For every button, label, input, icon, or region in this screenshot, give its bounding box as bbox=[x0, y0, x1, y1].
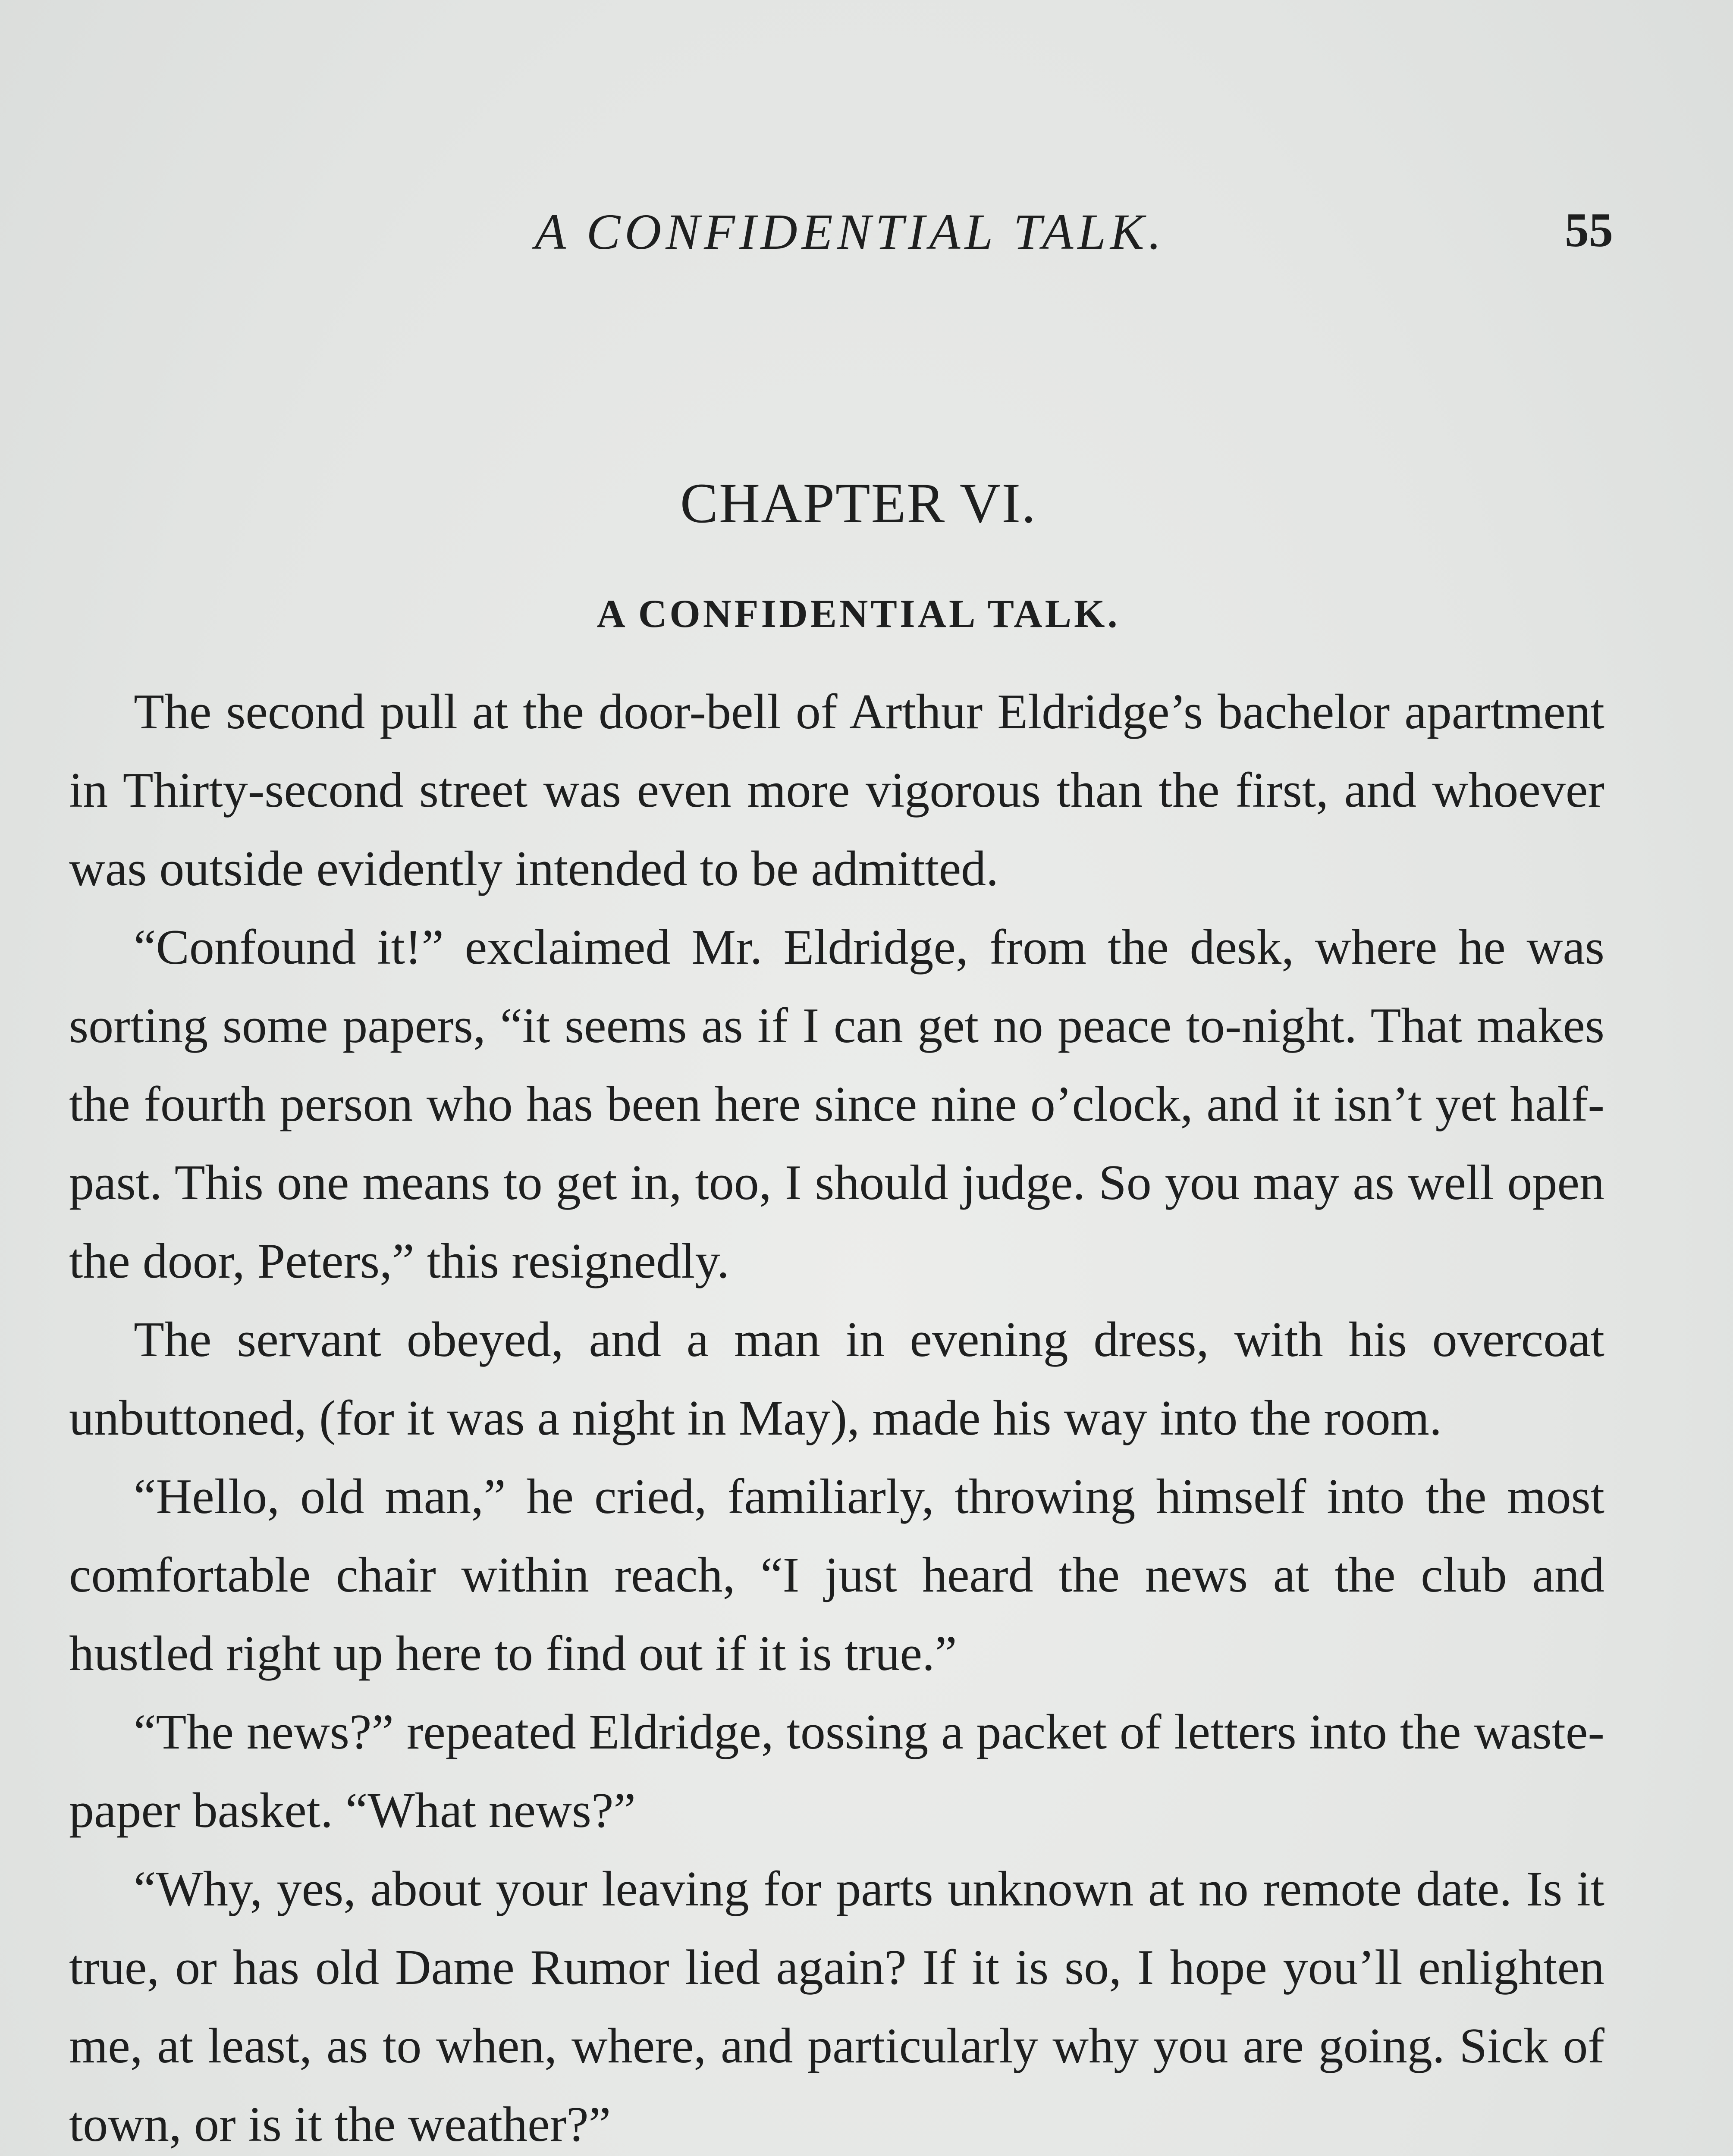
paragraph: “The news?” repeated Eldridge, tossing a packet of letters into the waste-paper basket. “What news?” bbox=[69, 1705, 1604, 1838]
chapter-subtitle: A CONFIDENTIAL TALK. bbox=[597, 592, 1120, 636]
chapter-heading: CHAPTER VI. bbox=[680, 471, 1037, 535]
running-title: A CONFIDENTIAL TALK. bbox=[535, 204, 1166, 260]
body-text bbox=[69, 673, 1604, 2156]
paragraph: The servant obeyed, and a man in evening dress, with his overcoat unbuttoned, (for it was a night in May), made his way into the room. bbox=[69, 1312, 1604, 1446]
paragraph: “Hello, old man,” he cried, familiarly, throwing himself into the most comfortable chair within reach, “I just heard the news at the club and hustled right up here to find out if it is true.” bbox=[69, 1469, 1604, 1681]
paragraph: “Why, yes, about your leaving for parts unknown at no remote date. Is it true, or has old Dame Rumor lied again? If it is so, I hope you’ll enlighten me, at least, as to when, where, and particularly why you are going. Sick of town, or is it the weather?” bbox=[69, 1861, 1604, 2152]
paragraph: The second pull at the door-bell of Arthur Eldridge’s bachelor apartment in Thirty-second street was even more vigorous than the first, and whoever was outside evidently intended to be admitted. bbox=[69, 684, 1604, 896]
paragraph: “Confound it!” exclaimed Mr. Eldridge, from the desk, where he was sorting some papers, “it seems as if I can get no peace to-night. That makes the fourth person who has been here since nine o’clock, and it isn’t yet half-past. This one means to get in, too, I should judge. So you may as well open the door, Peters,” this resignedly. bbox=[69, 920, 1604, 1289]
page-number: 55 bbox=[1565, 204, 1613, 257]
running-head bbox=[69, 203, 1613, 267]
